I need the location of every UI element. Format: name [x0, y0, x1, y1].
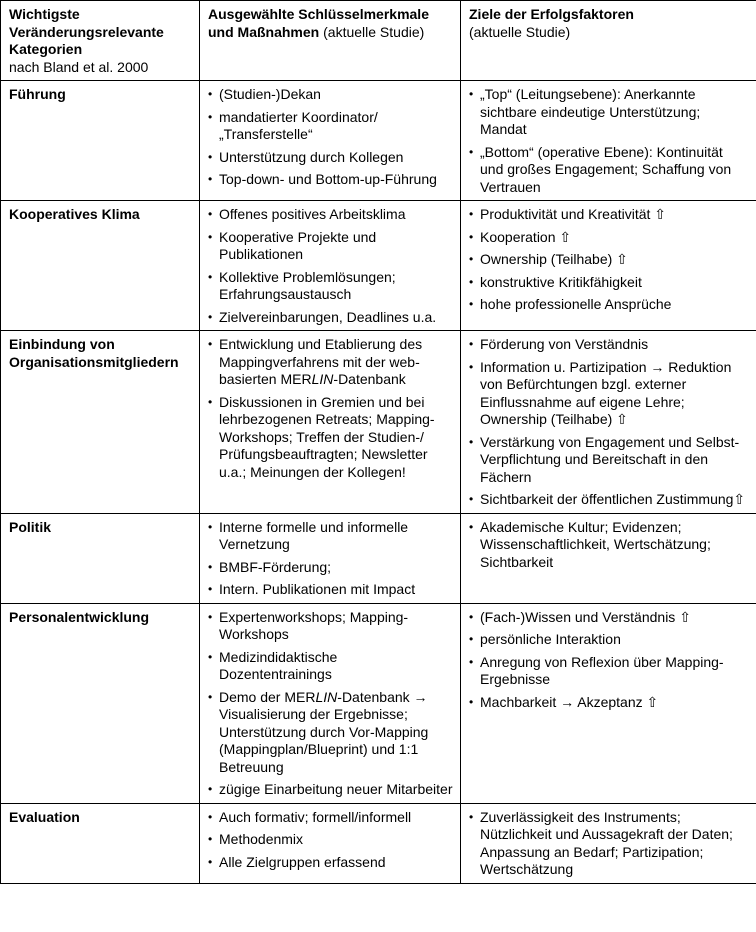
goal-text: Anregung von Reflexion über Mapping-Ergebnisse [480, 653, 724, 687]
goal-list [469, 809, 750, 879]
measure-list [208, 519, 454, 599]
bullet-icon: • [208, 229, 213, 244]
measure-list-item [208, 854, 454, 872]
goal-text: Information u. Partizipation → Reduktion von Befürchtungen bzgl. externer Einflussnahme auf eigene Lehre; Ownership (Teilhabe) ⇧ [480, 358, 732, 427]
measure-text: Entwicklung und Etablierung des Mappingverfahrens mit der web-basierten MERLIN-Datenbank [219, 336, 423, 387]
bullet-icon: • [208, 337, 213, 351]
measure-list [208, 609, 454, 799]
measure-list-item [208, 336, 454, 389]
goal-list-item [469, 654, 750, 689]
goal-list-item [469, 296, 750, 314]
category-label: Kooperatives Klima [9, 206, 140, 222]
measure-list [208, 206, 454, 326]
goal-list-item [469, 206, 750, 224]
measure-text: Unterstützung durch Kollegen [219, 148, 404, 165]
category-cell [1, 513, 200, 603]
category-cell [1, 603, 200, 803]
measure-list-item [208, 394, 454, 482]
measure-list-item [208, 559, 454, 577]
bullet-icon: • [469, 207, 474, 221]
header-measures [200, 1, 461, 81]
table-body [1, 81, 756, 884]
header-goals [461, 1, 756, 81]
bullet-icon: • [469, 274, 474, 289]
measure-list-item [208, 206, 454, 224]
measure-text: BMBF-Förderung; [219, 558, 332, 575]
measure-list-item [208, 109, 454, 144]
measures-cell [200, 513, 461, 603]
bullet-icon: • [208, 854, 213, 869]
goal-list [469, 206, 750, 314]
goal-list-item [469, 274, 750, 292]
measure-list-item [208, 781, 454, 799]
bullet-icon: • [208, 149, 213, 164]
measure-text: zügige Einarbeitung neuer Mitarbeiter [219, 781, 453, 797]
measure-list-item [208, 689, 454, 777]
header-goals-note: (aktuelle Studie) [469, 23, 571, 40]
category-cell [1, 803, 200, 883]
bullet-icon: • [208, 689, 213, 704]
measure-text: Expertenworkshops; Mapping-Workshops [219, 608, 409, 642]
measure-list-item [208, 649, 454, 684]
bullet-icon: • [469, 337, 474, 351]
goal-list [469, 519, 750, 572]
category-label: Politik [9, 518, 52, 535]
measure-text: (Studien-)Dekan [219, 86, 321, 102]
measure-text: Methodenmix [219, 831, 304, 847]
goals-cell [461, 81, 756, 201]
table-row [1, 803, 756, 883]
bullet-icon: • [208, 559, 213, 574]
goal-text: Sichtbarkeit der öffentlichen Zustimmung⇧ [480, 491, 746, 507]
table-header-row [1, 1, 756, 81]
measures-cell [200, 201, 461, 331]
goal-list-item [469, 809, 750, 879]
measures-cell [200, 803, 461, 883]
goal-text: konstruktive Kritikfähigkeit [480, 273, 642, 290]
measure-list-item [208, 809, 454, 827]
bullet-icon: • [208, 582, 213, 596]
category-cell [1, 201, 200, 331]
measures-cell [200, 603, 461, 803]
measure-text: Demo der MERLIN-Datenbank → Visualisierung der Ergebnisse; Unterstützung durch Vor-Mapping (Mappingplan/Blueprint) und 1:1 Betreuung [219, 688, 429, 775]
measure-list-item [208, 86, 454, 104]
measure-list-item [208, 609, 454, 644]
bullet-icon: • [469, 694, 474, 709]
measure-list-item [208, 229, 454, 264]
goals-cell [461, 201, 756, 331]
measure-text: Alle Zielgruppen erfassend [219, 853, 386, 870]
bullet-icon: • [208, 309, 213, 324]
bullet-icon: • [208, 832, 213, 846]
measure-list [208, 809, 454, 872]
goal-text: Akademische Kultur; Evidenzen; Wissenschaftlichkeit, Wertschätzung; Sichtbarkeit [480, 518, 711, 570]
bullet-icon: • [208, 269, 213, 284]
goal-text: persönliche Interaktion [480, 631, 621, 647]
goal-list [469, 609, 750, 712]
header-goals-title: Ziele der Erfolgsfaktoren [469, 6, 634, 22]
bullet-icon: • [208, 609, 213, 624]
goal-text: „Bottom“ (operative Ebene): Kontinuität und großes Engagement; Schaffung von Vertrauen [480, 143, 732, 195]
bullet-icon: • [208, 782, 213, 796]
merlin-italic: LIN [315, 688, 338, 705]
header-categories-title: Wichtigste Veränderungsrelevante Kategorien [9, 6, 164, 57]
goals-cell [461, 603, 756, 803]
category-label: Führung [9, 86, 66, 102]
bullet-icon: • [469, 519, 474, 534]
bullet-icon: • [208, 809, 213, 824]
bullet-icon: • [469, 359, 474, 374]
category-label: Einbindung von Organisationsmitgliedern [9, 336, 179, 370]
goal-text: (Fach-)Wissen und Verständnis ⇧ [480, 608, 691, 625]
goals-cell [461, 331, 756, 514]
bullet-icon: • [469, 492, 474, 506]
measure-list-item [208, 269, 454, 304]
bullet-icon: • [469, 297, 474, 311]
goal-list-item [469, 631, 750, 649]
goal-text: Ownership (Teilhabe) ⇧ [480, 251, 628, 267]
measure-text: Auch formativ; formell/informell [219, 808, 412, 825]
bullet-icon: • [469, 229, 474, 244]
goal-list-item [469, 144, 750, 197]
goals-cell [461, 513, 756, 603]
bullet-icon: • [208, 519, 213, 534]
goal-list-item [469, 251, 750, 269]
goal-text: Förderung von Verständnis [480, 336, 649, 352]
goal-list-item [469, 519, 750, 572]
goals-cell [461, 803, 756, 883]
measure-list [208, 86, 454, 189]
goal-list-item [469, 694, 750, 712]
bullet-icon: • [208, 649, 213, 664]
measures-cell [200, 331, 461, 514]
goal-list [469, 336, 750, 509]
measure-text: Top-down- und Bottom-up-Führung [219, 171, 437, 187]
goal-text: Verstärkung von Engagement und Selbst-Verpflichtung und Bereitschaft in den Fächern [480, 433, 740, 485]
measure-list-item [208, 149, 454, 167]
measure-list-item [208, 831, 454, 849]
goal-text: Produktivität und Kreativität ⇧ [480, 206, 667, 222]
measure-list-item [208, 519, 454, 554]
header-categories [1, 1, 200, 81]
bullet-icon: • [469, 434, 474, 449]
measure-text: Diskussionen in Gremien und bei lehrbezogenen Retreats; Mapping-Workshops; Treffen der Studien-/ Prüfungsbeauftragten; Newsletter u.a.; Meinungen der Kollegen! [219, 393, 435, 480]
measure-list-item [208, 171, 454, 189]
bullet-icon: • [469, 87, 474, 101]
goal-list-item [469, 359, 750, 429]
bullet-icon: • [208, 109, 213, 124]
table-row [1, 513, 756, 603]
measure-text: Kollektive Problemlösungen; Erfahrungsaustausch [219, 268, 396, 302]
goal-text: Machbarkeit → Akzeptanz ⇧ [480, 693, 659, 710]
merlin-italic: LIN [311, 371, 334, 387]
table-row [1, 603, 756, 803]
measure-list [208, 336, 454, 481]
goal-text: Zuverlässigkeit des Instruments; Nützlichkeit und Aussagekraft der Daten; Anpassung an Bedarf; Partizipation; Wertschätzung [480, 808, 733, 877]
goal-list-item [469, 491, 750, 509]
goal-list-item [469, 86, 750, 139]
goal-list-item [469, 229, 750, 247]
goal-text: hohe professionelle Ansprüche [480, 296, 672, 312]
bullet-icon: • [208, 172, 213, 186]
goal-text: Kooperation ⇧ [480, 228, 572, 245]
bullet-icon: • [469, 809, 474, 824]
bullet-icon: • [469, 252, 474, 266]
measure-text: Zielvereinbarungen, Deadlines u.a. [219, 308, 437, 325]
bullet-icon: • [469, 632, 474, 646]
measure-text: Offenes positives Arbeitsklima [219, 206, 406, 222]
table-row [1, 331, 756, 514]
bullet-icon: • [469, 654, 474, 669]
goal-list-item [469, 609, 750, 627]
bullet-icon: • [208, 87, 213, 101]
bullet-icon: • [208, 207, 213, 221]
header-categories-source: nach Bland et al. 2000 [9, 58, 149, 75]
measure-text: Interne formelle und informelle Vernetzung [219, 518, 409, 552]
table-row [1, 81, 756, 201]
measure-text: mandatierter Koordinator/ „Transferstelle“ [219, 108, 378, 142]
bullet-icon: • [208, 394, 213, 409]
goal-list-item [469, 434, 750, 487]
bullet-icon: • [469, 144, 474, 159]
category-cell [1, 331, 200, 514]
measures-cell [200, 81, 461, 201]
header-measures-title: Ausgewählte Schlüsselmerkmale und Maßnahmen [208, 6, 429, 40]
category-label: Evaluation [9, 808, 80, 825]
measure-list-item [208, 309, 454, 327]
goal-text: „Top“ (Leitungsebene): Anerkannte sichtbare eindeutige Unterstützung; Mandat [480, 86, 701, 137]
header-measures-note: (aktuelle Studie) [319, 23, 425, 40]
goal-list [469, 86, 750, 196]
measure-text: Kooperative Projekte und Publikationen [219, 228, 377, 262]
bullet-icon: • [469, 609, 474, 624]
category-label: Personalentwicklung [9, 608, 150, 625]
category-cell [1, 81, 200, 201]
measure-text: Medizindidaktische Dozententrainings [219, 648, 338, 682]
measure-list-item [208, 581, 454, 599]
measure-text: Intern. Publikationen mit Impact [219, 581, 416, 597]
goal-list-item [469, 336, 750, 354]
table-row [1, 201, 756, 331]
